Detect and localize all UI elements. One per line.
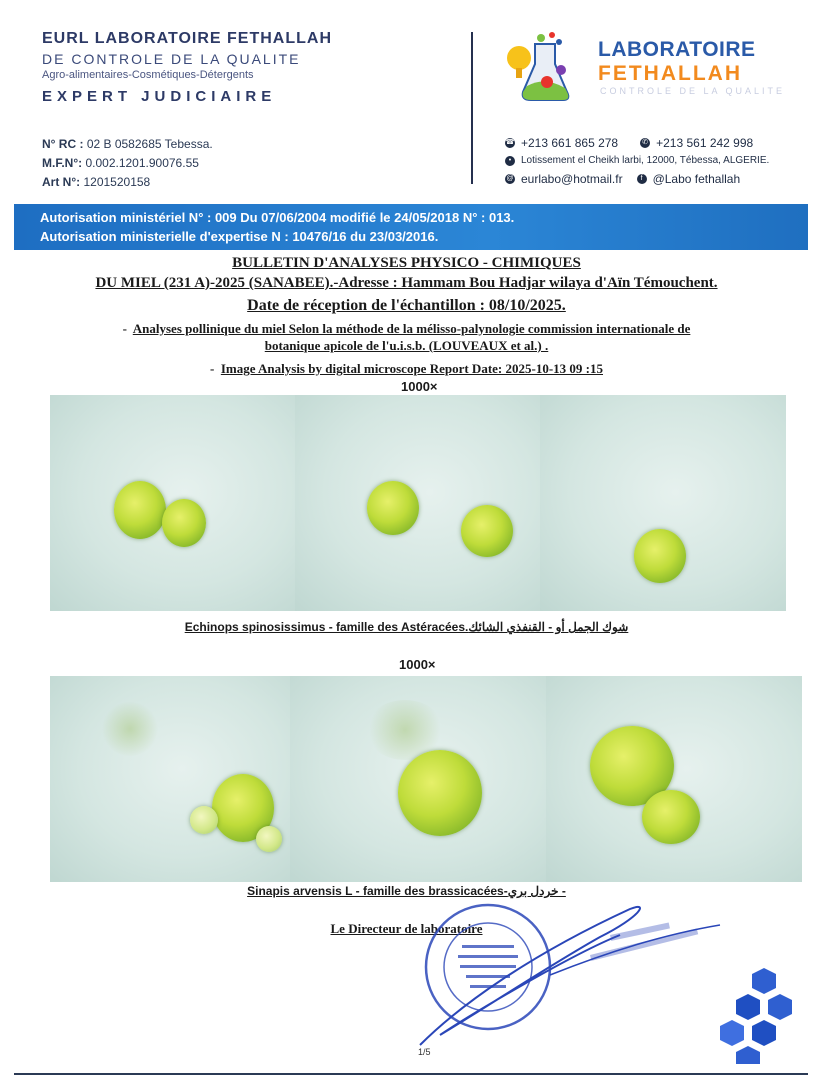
contact-address: • Lotissement el Cheikh larbi, 12000, Tébessa, ALGERIE.	[505, 155, 769, 166]
facebook-page: @Labo fethallah	[652, 172, 741, 186]
caption-sinapis: Sinapis arvensis L - famille des brassicacées-خردل بري -	[247, 884, 566, 898]
pollen-grain	[190, 806, 218, 834]
company-name: EURL LABORATOIRE FETHALLAH	[42, 30, 332, 47]
company-subtitle: DE CONTROLE DE LA QUALITE	[42, 51, 301, 67]
micrograph-1c	[540, 395, 786, 611]
micrograph-1a	[50, 395, 295, 611]
micrograph-2b	[290, 676, 546, 882]
header-divider	[471, 32, 473, 184]
whatsapp-icon: ✆	[640, 138, 650, 148]
authorization-line-1: Autorisation ministériel N° : 009 Du 07/06/2004 modifié le 24/05/2018 N° : 013.	[40, 210, 515, 225]
pollen-haze	[102, 702, 158, 756]
logo-title-1: LABORATOIRE	[598, 38, 756, 61]
caption-echinops: Echinops spinosissimus - famille des Astéracées.شوك الجمل أو - القنفذي الشائك	[184, 620, 629, 634]
art-number: Art N°: 1201520158	[42, 175, 151, 189]
micrograph-2a	[50, 676, 290, 882]
footer-rule	[14, 1073, 808, 1075]
lab-flask-logo	[505, 30, 585, 105]
pollen-grain	[634, 529, 686, 583]
method-text: - Analyses pollinique du miel Selon la méthode de la mélisso-palynologie commission internationale de botanique apicole de l'u.i.s.b. (LOUVEAUX et al.) .	[122, 321, 691, 353]
micrograph-strip-2	[50, 676, 802, 882]
authorization-line-2: Autorisation ministerielle d'expertise N : 10476/16 du 23/03/2016.	[40, 229, 439, 244]
pollen-grain	[461, 505, 513, 557]
micrograph-strip-1	[50, 395, 786, 611]
company-activities: Agro-alimentaires-Cosmétiques-Détergents	[42, 69, 254, 81]
report-subject: DU MIEL (231 A)-2025 (SANABEE).-Adresse : Hammam Bou Hadjar wilaya d'Aïn Témouchent.	[95, 275, 718, 291]
company-expert: EXPERT JUDICIAIRE	[42, 88, 277, 105]
facebook-icon: f	[637, 174, 647, 184]
location-icon: •	[505, 156, 515, 166]
pollen-grain	[398, 750, 482, 836]
logo-tagline: CONTROLE DE LA QUALITE	[600, 86, 786, 96]
reception-date: Date de réception de l'échantillon : 08/10/2025.	[247, 297, 566, 314]
official-stamp	[400, 895, 730, 1065]
hexagon-decoration-icon	[712, 960, 802, 1065]
pollen-grain	[256, 826, 282, 852]
phone-2: +213 561 242 998	[656, 136, 754, 150]
micrograph-2c	[546, 676, 802, 882]
pollen-grain	[114, 481, 166, 539]
micrograph-1b	[295, 395, 540, 611]
pollen-grain	[367, 481, 419, 535]
pollen-grain	[162, 499, 206, 547]
pollen-grain	[642, 790, 700, 844]
director-signature-label: Le Directeur de laboratoire	[330, 921, 483, 936]
mfn-number: M.F.N°: 0.002.1201.90076.55	[42, 156, 199, 170]
email-address: eurlabo@hotmail.fr	[521, 172, 623, 186]
magnification-label-1: 1000×	[401, 379, 438, 394]
magnification-label-2: 1000×	[399, 657, 436, 672]
page-number: 1/5	[418, 1047, 431, 1057]
email-icon: @	[506, 175, 514, 182]
phone-icon: ☎	[505, 139, 515, 146]
logo-title-2: FETHALLAH	[598, 62, 742, 85]
contact-online	[505, 172, 740, 186]
rc-number: N° RC : 02 B 0582685 Tebessa.	[42, 137, 213, 151]
image-analysis-line: - Image Analysis by digital microscope Report Date: 2025-10-13 09 :15	[210, 361, 603, 376]
contact-phones	[505, 136, 753, 150]
report-title: BULLETIN D'ANALYSES PHYSICO - CHIMIQUES	[232, 255, 581, 271]
phone-1: +213 661 865 278	[521, 136, 619, 150]
